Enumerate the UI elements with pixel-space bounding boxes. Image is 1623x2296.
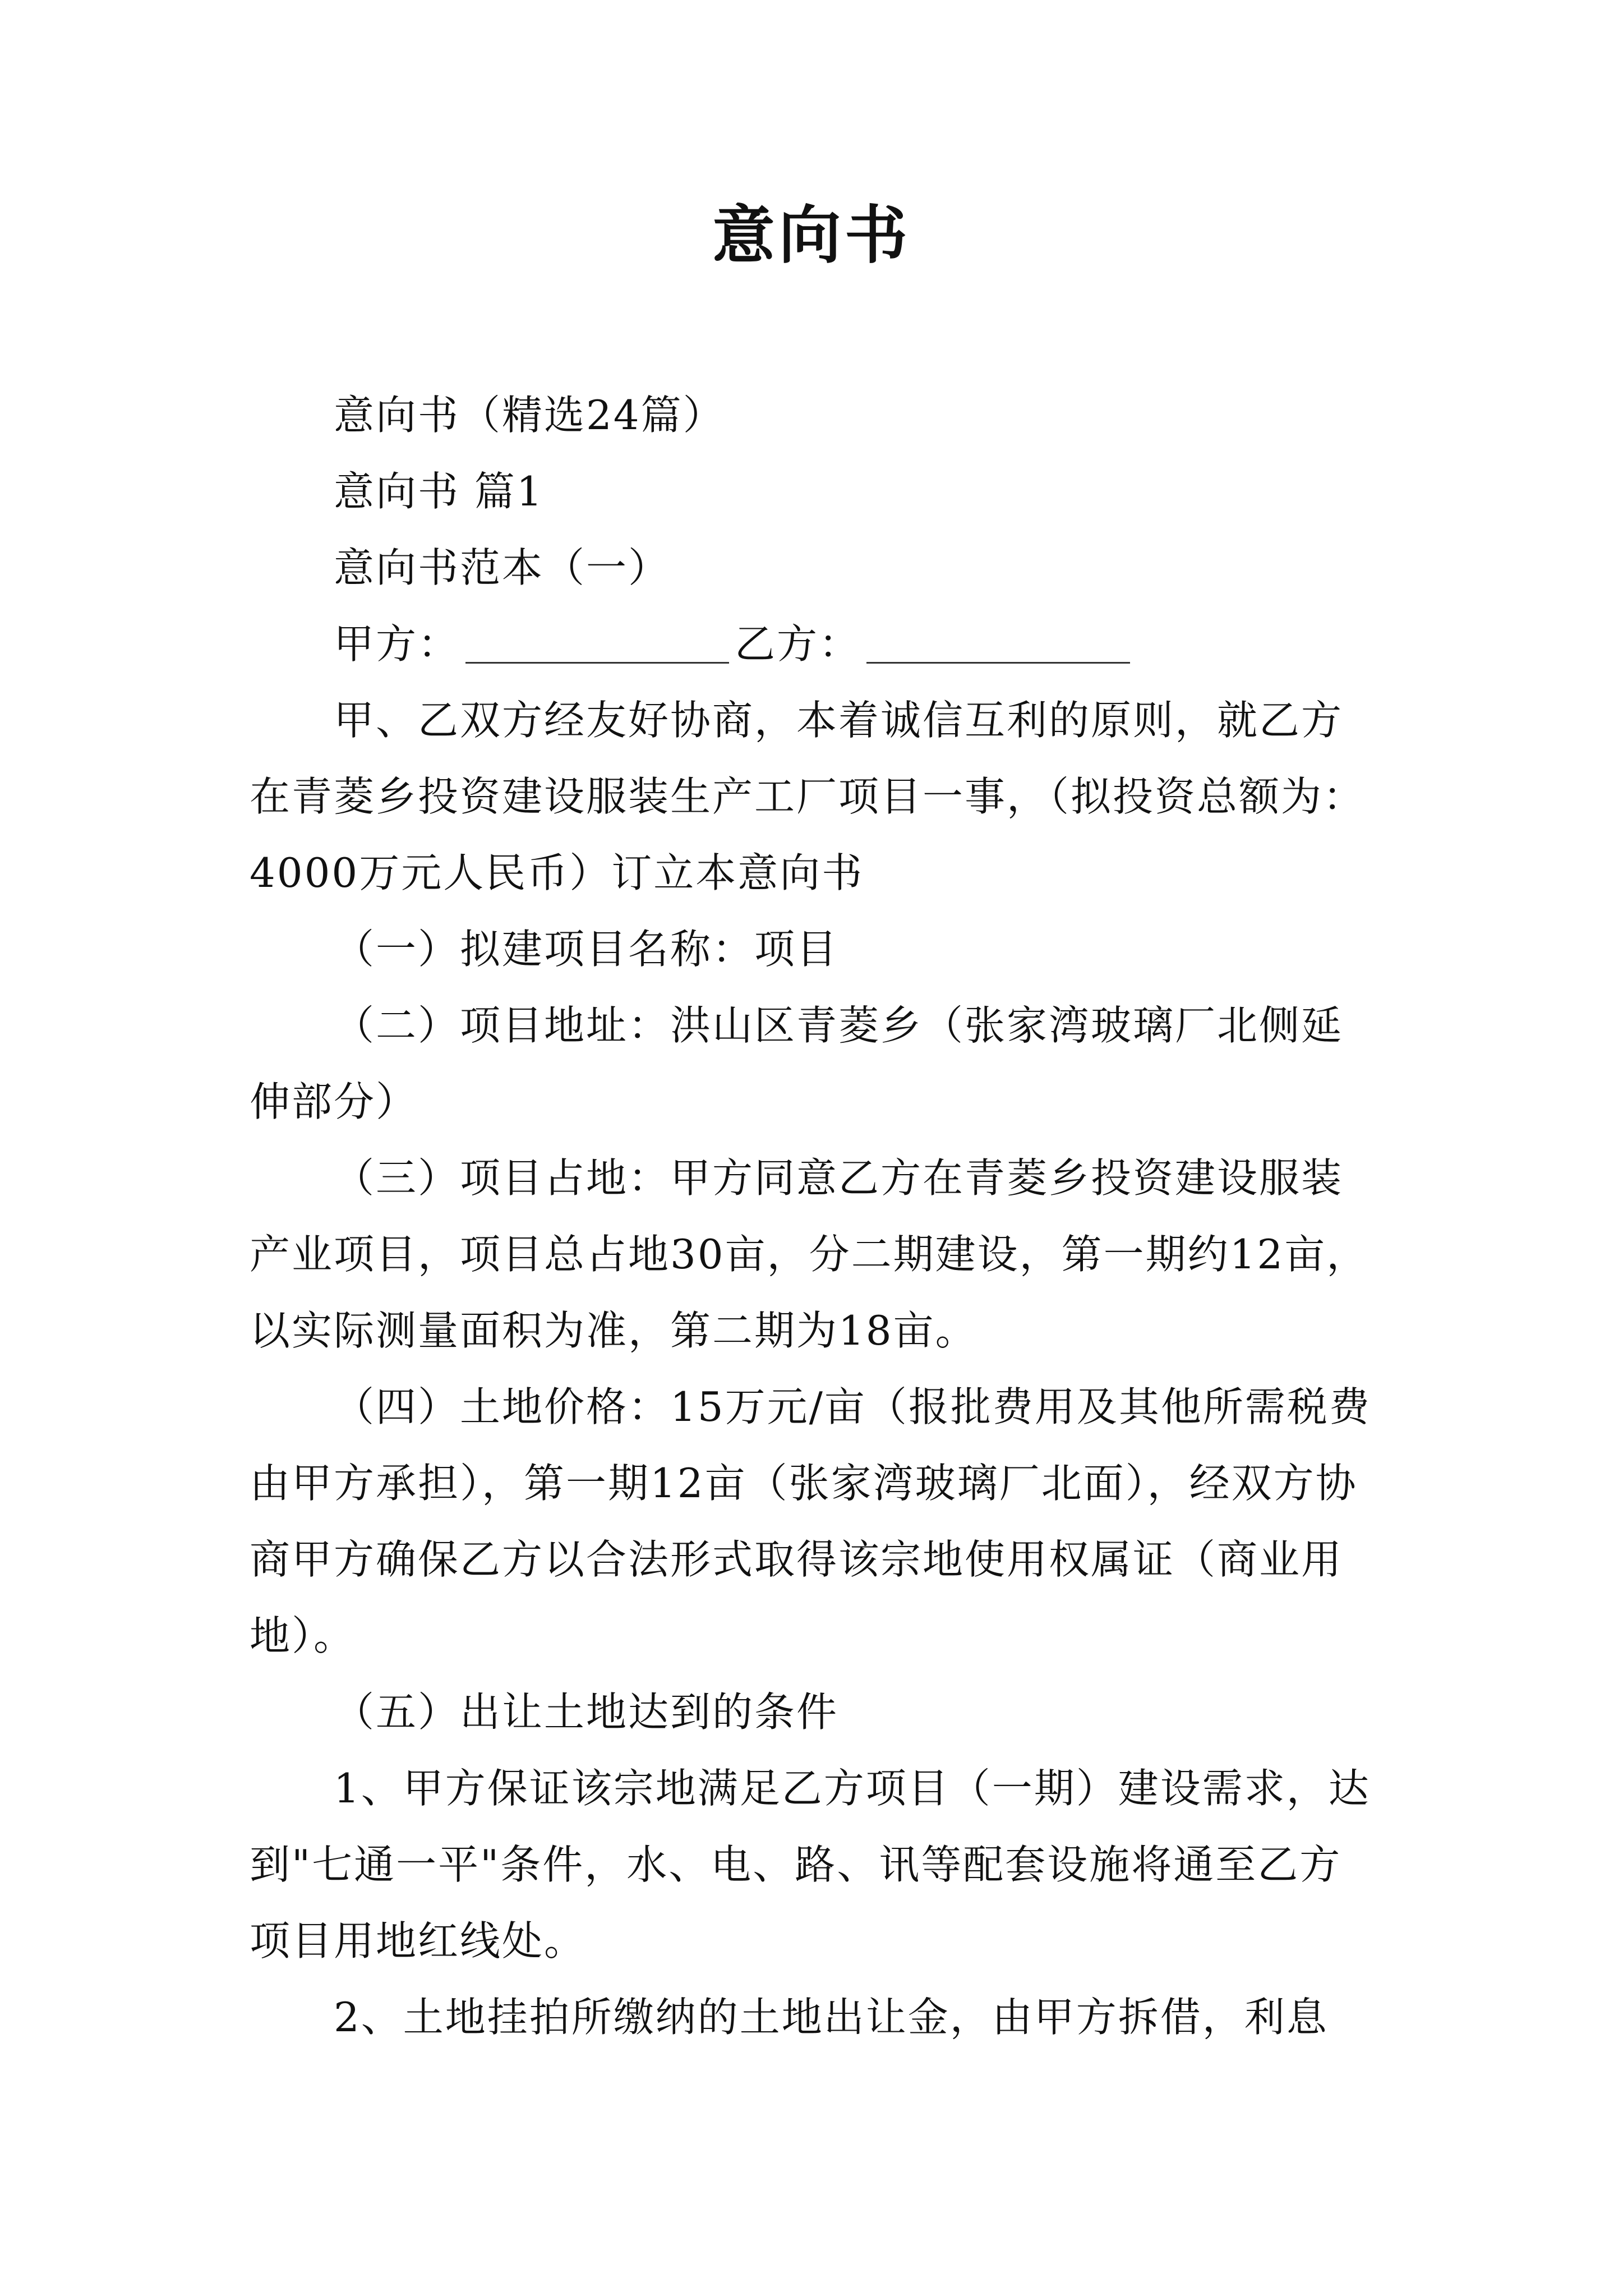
- sample-heading: 意向书范本（一）: [334, 544, 671, 591]
- paragraph-conditions-heading: （五）出让土地达到的条件: [334, 1688, 839, 1736]
- paragraph-condition-2: 2、土地挂拍所缴纳的土地出让金，由甲方拆借，利息: [334, 1994, 1329, 2041]
- document-title: 意向书: [712, 199, 911, 272]
- document-body: [250, 377, 1377, 2055]
- party-b-label: 乙方：: [735, 620, 861, 668]
- paragraph-condition-1: 1、甲方保证该宗地满足乙方项目（一期）建设需求，达到"七通一平"条件，水、电、路、讯等配套设施将通至乙方项目用地红线处。: [250, 1765, 1371, 1964]
- party-a-label: 甲方：: [334, 620, 460, 668]
- section-heading: 意向书 篇1: [334, 468, 544, 515]
- party-b-blank: [866, 622, 1130, 664]
- paragraph-land-area: （三）项目占地：甲方同意乙方在青菱乡投资建设服装产业项目，项目总占地30亩，分二期建设，第一期约12亩，以实际测量面积为准，第二期为18亩。: [250, 1154, 1369, 1354]
- paragraph-project-name: （一）拟建项目名称：项目: [334, 926, 839, 973]
- parties-line: [250, 606, 1377, 682]
- paragraph-intro: 甲、乙双方经友好协商，本着诚信互利的原则，就乙方在青菱乡投资建设服装生产工厂项目一事，（拟投资总额为：4000万元人民币）订立本意向书: [250, 697, 1366, 896]
- paragraph-land-price: （四）土地价格：15万元/亩（报批费用及其他所需税费由甲方承担），第一期12亩（张家湾玻璃厂北面），经双方协商甲方确保乙方以合法形式取得该宗地使用权属证（商业用地）。: [250, 1383, 1371, 1659]
- party-a-blank: [465, 622, 729, 664]
- collection-heading: 意向书（精选24篇）: [334, 392, 725, 439]
- paragraph-project-address: （二）项目地址：洪山区青菱乡（张家湾玻璃厂北侧延伸部分）: [250, 1002, 1344, 1125]
